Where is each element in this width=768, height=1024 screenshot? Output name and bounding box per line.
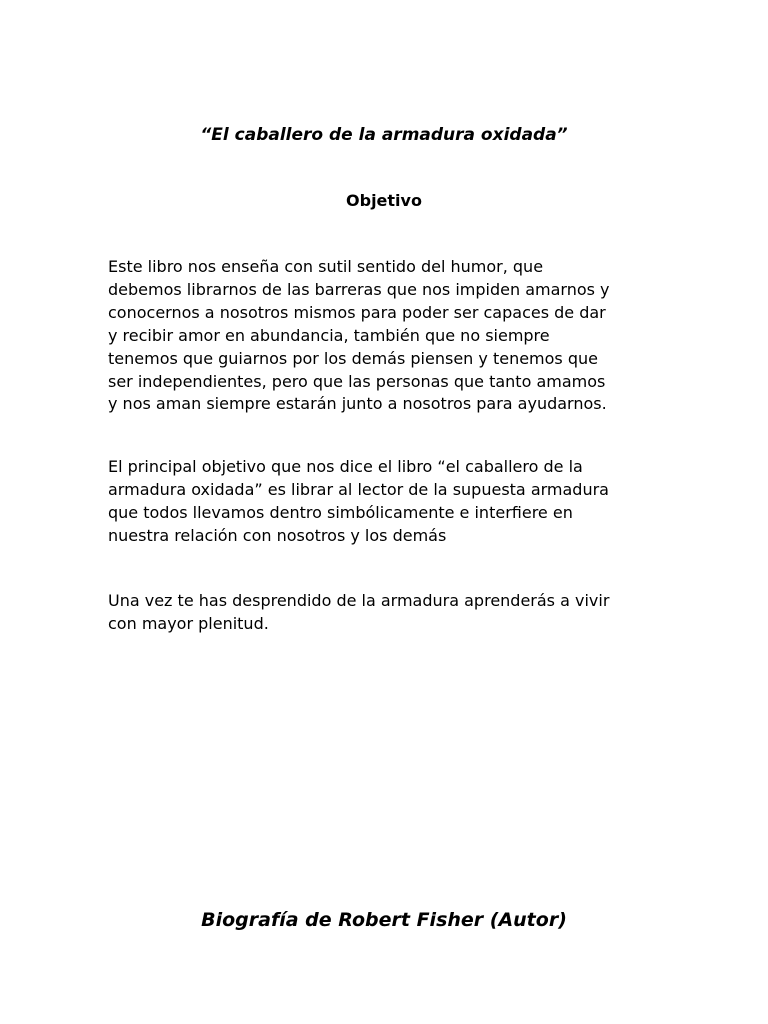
paragraph-main-objective: El principal objetivo que nos dice el libro “el caballero de la armadura oxidada” es librar al lector de la supuesta armadura que todos llevamos dentro simbólicamente e interfiere en nuestra relación con nosotros y los demás (108, 457, 609, 545)
section-heading-objetivo: Objetivo (346, 191, 422, 210)
document-title: “El caballero de la armadura oxidada” (200, 125, 568, 145)
paragraph-intro: Este libro nos enseña con sutil sentido del humor, que debemos librarnos de las barreras que nos impiden amarnos y conocernos a nosotros mismos para poder ser capaces de dar y recibir amor en abundancia, también que no siempre tenemos que guiarnos por los demás piensen y tenemos que ser independientes, pero que las personas que tanto amamos y nos aman siempre estarán junto a nosotros para ayudarnos. (108, 257, 610, 414)
section-heading-biografia: Biografía de Robert Fisher (Autor) (201, 909, 567, 931)
paragraph-conclusion: Una vez te has desprendido de la armadura aprenderás a vivir con mayor plenitud. (108, 591, 610, 633)
